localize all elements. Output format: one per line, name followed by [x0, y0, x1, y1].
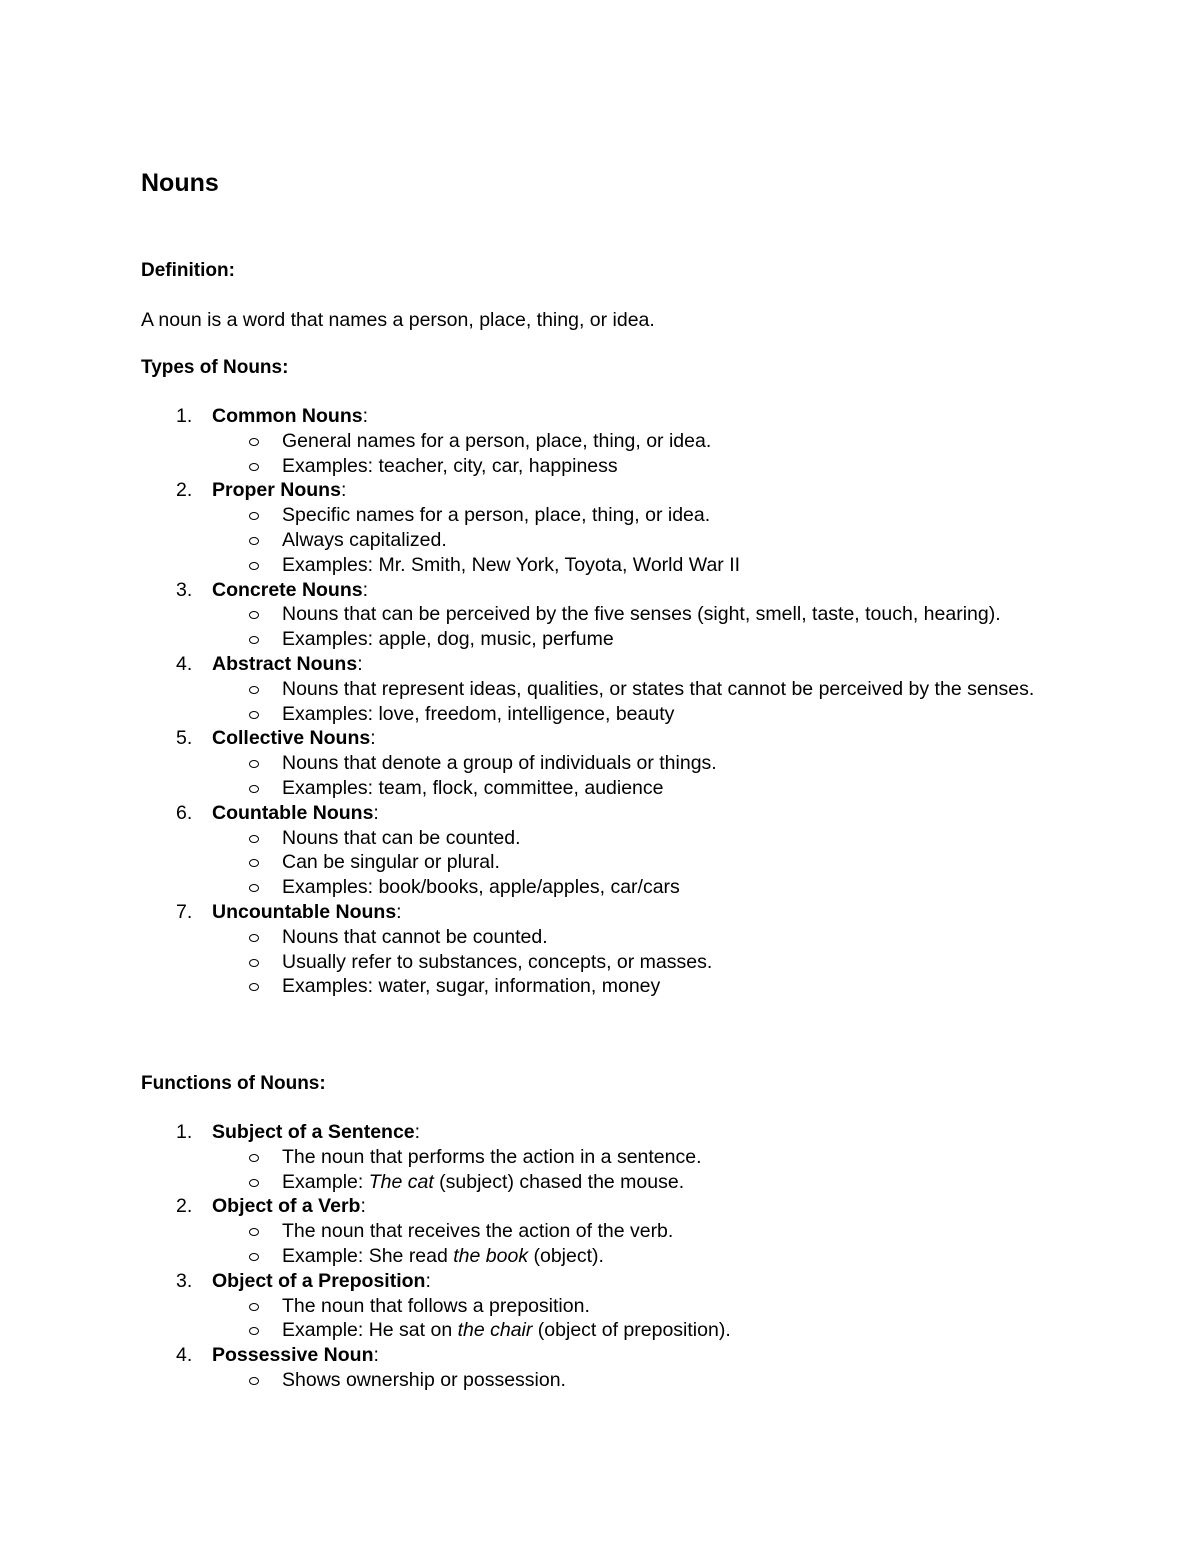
list-item — [0, 1120, 1200, 1194]
list-item-title — [212, 1343, 379, 1368]
sub-item-text: Examples: team, flock, committee, audience — [282, 776, 664, 799]
list-item — [0, 726, 1200, 800]
sub-item-text: Examples: Mr. Smith, New York, Toyota, World War II — [282, 553, 741, 576]
list-item-colon: : — [362, 578, 369, 601]
sub-item-text — [282, 1171, 684, 1193]
list-item-header — [0, 1120, 1200, 1145]
sub-list-item — [0, 503, 1052, 528]
list-item-header — [0, 801, 1200, 826]
list-item-name: Concrete Nouns — [212, 578, 363, 601]
sub-item-text: Can be singular or plural. — [282, 851, 500, 874]
sub-list-item — [0, 850, 1052, 875]
list-item — [0, 478, 1200, 577]
example-prefix: Example: He sat on — [282, 1319, 458, 1342]
hollow-circle-bullet-icon — [249, 562, 259, 570]
sub-item-text — [282, 1319, 731, 1341]
list-item-name: Proper Nouns — [212, 479, 341, 502]
sub-list-item — [0, 950, 1052, 975]
hollow-circle-bullet-icon — [249, 1179, 259, 1187]
list-number: 5. — [176, 727, 193, 750]
list-item-name: Abstract Nouns — [212, 652, 358, 675]
functions-heading: Functions of Nouns: — [141, 1073, 326, 1094]
sub-item-text: Specific names for a person, place, thing, or idea. — [282, 504, 711, 527]
sub-list-item — [0, 826, 1052, 851]
list-item-colon: : — [396, 900, 402, 923]
list-item-header — [0, 1343, 1200, 1368]
example-emphasis: the chair — [457, 1319, 533, 1342]
sub-list-item — [0, 553, 1052, 578]
sub-list — [0, 925, 1200, 999]
sub-list — [0, 1145, 1200, 1195]
hollow-circle-bullet-icon — [249, 1154, 259, 1162]
sub-list-item — [0, 677, 1052, 702]
list-item-title — [212, 578, 368, 603]
sub-item-text: Nouns that represent ideas, qualities, or states that cannot be perceived by the senses. — [282, 677, 1035, 700]
hollow-circle-bullet-icon — [249, 785, 259, 793]
sub-list-item — [0, 751, 1052, 776]
sub-list-item — [0, 974, 1052, 999]
list-item-colon: : — [340, 479, 347, 502]
list-item — [0, 1269, 1200, 1343]
sub-list — [0, 751, 1200, 801]
sub-item-text: Examples: book/books, apple/apples, car/cars — [282, 876, 680, 899]
definition-heading: Definition: — [141, 260, 235, 281]
example-emphasis: the book — [453, 1244, 529, 1267]
sub-item-text: Examples: love, freedom, intelligence, beauty — [282, 702, 675, 725]
sub-list-item — [0, 1145, 1052, 1170]
hollow-circle-bullet-icon — [249, 1228, 259, 1236]
functions-of-nouns-list — [0, 1120, 1200, 1393]
list-item-title — [212, 404, 368, 429]
sub-list — [0, 677, 1200, 727]
list-number: 4. — [176, 652, 193, 675]
hollow-circle-bullet-icon — [249, 760, 259, 768]
list-item-title — [212, 726, 376, 751]
list-item-title — [212, 652, 363, 677]
list-number: 6. — [176, 801, 193, 824]
sub-list-item — [0, 1294, 1052, 1319]
list-item-name: Object of a Verb — [212, 1195, 361, 1218]
sub-list-item — [0, 429, 1052, 454]
list-number: 4. — [176, 1344, 193, 1367]
list-item — [0, 404, 1200, 478]
sub-list — [0, 602, 1200, 652]
sub-item-text: Examples: teacher, city, car, happiness — [282, 454, 618, 477]
list-number: 3. — [176, 578, 193, 601]
sub-list — [0, 1368, 1200, 1393]
sub-list-item — [0, 1219, 1052, 1244]
list-item — [0, 801, 1200, 900]
hollow-circle-bullet-icon — [249, 835, 259, 843]
list-item-title — [212, 1269, 431, 1294]
sub-item-text: The noun that performs the action in a sentence. — [282, 1145, 702, 1168]
sub-list-item — [0, 702, 1052, 727]
example-prefix: Example: — [282, 1170, 369, 1193]
types-of-nouns-list — [0, 404, 1200, 999]
sub-list — [0, 1294, 1200, 1344]
list-item-name: Object of a Preposition — [212, 1269, 426, 1292]
sub-list-item — [0, 1368, 1052, 1393]
list-item-name: Subject of a Sentence — [212, 1121, 415, 1143]
list-item-name: Common Nouns — [212, 405, 363, 427]
types-heading: Types of Nouns: — [141, 357, 289, 378]
list-item-header — [0, 478, 1200, 503]
list-item-name: Uncountable Nouns — [212, 900, 397, 923]
sub-list-item — [0, 602, 1052, 627]
list-item-colon: : — [373, 1344, 379, 1367]
list-item-title — [212, 1194, 366, 1219]
sub-list-item — [0, 875, 1052, 900]
sub-list-item — [0, 528, 1052, 553]
sub-item-text: Nouns that can be counted. — [282, 826, 521, 849]
list-item — [0, 900, 1200, 999]
hollow-circle-bullet-icon — [249, 636, 259, 644]
hollow-circle-bullet-icon — [249, 1327, 259, 1335]
hollow-circle-bullet-icon — [249, 711, 259, 719]
hollow-circle-bullet-icon — [249, 512, 259, 520]
list-number: 3. — [176, 1269, 193, 1292]
hollow-circle-bullet-icon — [249, 934, 259, 942]
definition-text: A noun is a word that names a person, place, thing, or idea. — [141, 309, 655, 331]
sub-item-text: The noun that receives the action of the verb. — [282, 1220, 674, 1243]
sub-item-text: Shows ownership or possession. — [282, 1368, 566, 1391]
hollow-circle-bullet-icon — [249, 983, 259, 991]
list-number: 2. — [176, 1195, 193, 1218]
list-number: 2. — [176, 479, 193, 502]
sub-list — [0, 503, 1200, 577]
sub-item-text: Nouns that can be perceived by the five senses (sight, smell, taste, touch, hearing). — [282, 603, 1001, 626]
list-item — [0, 578, 1200, 652]
list-item-header — [0, 726, 1200, 751]
sub-list — [0, 826, 1200, 900]
list-item-header — [0, 1194, 1200, 1219]
list-item-colon: : — [370, 727, 376, 750]
list-item-name: Collective Nouns — [212, 727, 371, 750]
list-item-colon: : — [425, 1269, 431, 1292]
sub-item-text: Examples: apple, dog, music, perfume — [282, 628, 614, 651]
hollow-circle-bullet-icon — [249, 859, 259, 867]
list-item-title — [212, 478, 346, 503]
list-item — [0, 1194, 1200, 1268]
list-item-name: Countable Nouns — [212, 801, 374, 824]
hollow-circle-bullet-icon — [249, 1377, 259, 1385]
sub-item-text: General names for a person, place, thing, or idea. — [282, 429, 712, 452]
list-item-name: Possessive Noun — [212, 1344, 374, 1367]
hollow-circle-bullet-icon — [249, 463, 259, 471]
hollow-circle-bullet-icon — [249, 686, 259, 694]
example-prefix: Example: She read — [282, 1244, 454, 1267]
example-suffix: (object). — [528, 1244, 604, 1267]
sub-list-item — [0, 925, 1052, 950]
hollow-circle-bullet-icon — [249, 438, 259, 446]
list-item-header — [0, 578, 1200, 603]
list-item-title — [212, 900, 402, 925]
list-item — [0, 1343, 1200, 1393]
hollow-circle-bullet-icon — [249, 611, 259, 619]
example-emphasis: The cat — [368, 1170, 434, 1193]
sub-list — [0, 429, 1200, 479]
sub-list-item — [0, 1318, 1052, 1343]
list-item-colon: : — [362, 405, 368, 427]
sub-list-item — [0, 1170, 1052, 1195]
list-item-title — [212, 801, 379, 826]
hollow-circle-bullet-icon — [249, 537, 259, 545]
sub-item-text: Usually refer to substances, concepts, or masses. — [282, 950, 713, 973]
hollow-circle-bullet-icon — [249, 1253, 259, 1261]
sub-list — [0, 1219, 1200, 1269]
page-title: Nouns — [141, 169, 219, 197]
list-item-colon: : — [373, 801, 379, 824]
sub-item-text: Nouns that denote a group of individuals or things. — [282, 752, 717, 775]
list-item-colon: : — [360, 1195, 366, 1218]
hollow-circle-bullet-icon — [249, 1303, 259, 1311]
example-suffix: (subject) chased the mouse. — [433, 1170, 685, 1193]
sub-item-text: The noun that follows a preposition. — [282, 1294, 590, 1317]
hollow-circle-bullet-icon — [249, 884, 259, 892]
list-number: 1. — [176, 1121, 193, 1143]
list-item-colon: : — [414, 1121, 421, 1143]
list-item-title — [212, 1120, 420, 1145]
list-item-colon: : — [357, 652, 363, 675]
list-number: 7. — [176, 900, 193, 923]
sub-list-item — [0, 776, 1052, 801]
hollow-circle-bullet-icon — [249, 959, 259, 967]
example-suffix: (object of preposition). — [532, 1319, 731, 1342]
list-item-header — [0, 652, 1200, 677]
sub-item-text: Nouns that cannot be counted. — [282, 925, 548, 948]
list-number: 1. — [176, 405, 193, 427]
sub-item-text — [282, 1245, 604, 1267]
sub-list-item — [0, 454, 1052, 479]
list-item — [0, 652, 1200, 726]
sub-item-text: Examples: water, sugar, information, money — [282, 975, 661, 998]
list-item-header — [0, 404, 1200, 429]
sub-list-item — [0, 1244, 1052, 1269]
list-item-header — [0, 1269, 1200, 1294]
sub-item-text: Always capitalized. — [282, 528, 447, 551]
list-item-header — [0, 900, 1200, 925]
sub-list-item — [0, 627, 1052, 652]
